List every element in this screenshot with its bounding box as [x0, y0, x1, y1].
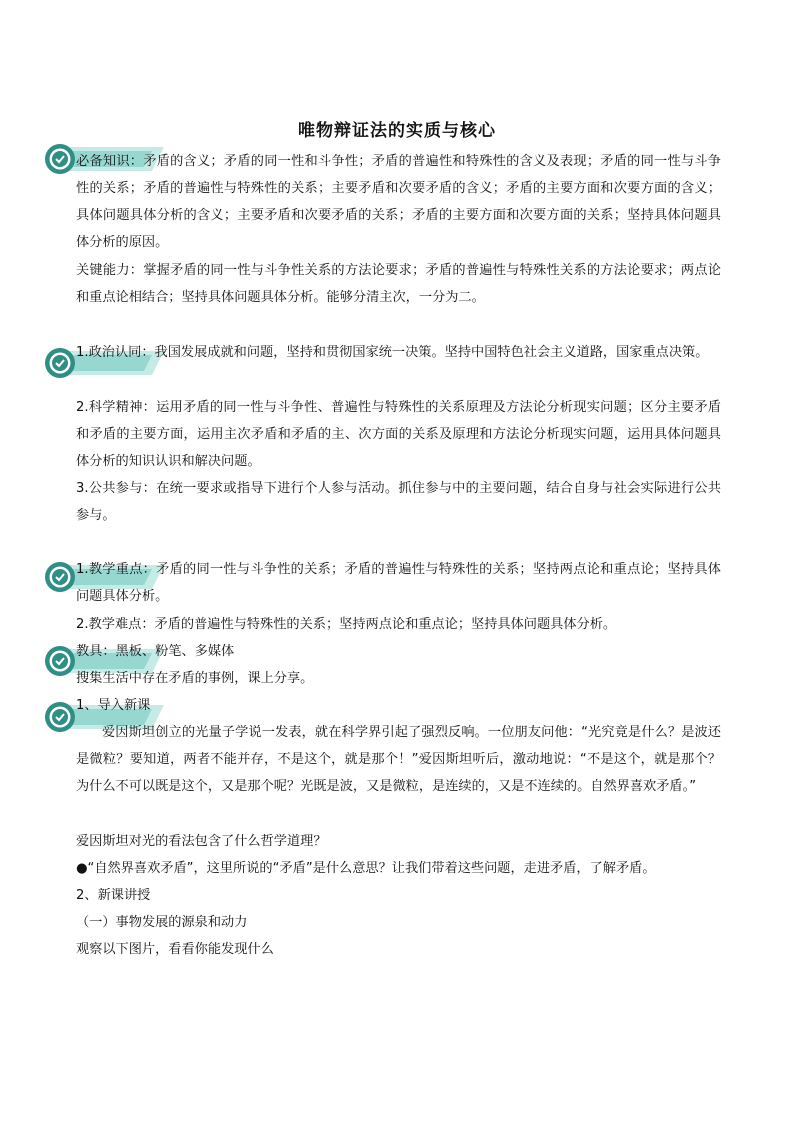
paragraph-key-ability: 关键能力：掌握矛盾的同一性与斗争性关系的方法论要求；矛盾的普遍性与特殊性关系的方法论要求；两点论和重点论相结合；坚持具体问题具体分析。能够分清主次，一分为二。 — [76, 263, 721, 305]
paragraph-teaching-difficulty: 2.教学难点：矛盾的普遍性与特殊性的关系；坚持两点论和重点论；坚持具体问题具体分析。 — [76, 617, 617, 632]
heading-lead-in: 1、导入新课 — [76, 698, 151, 713]
paragraph-bullet-contradiction: ●“自然界喜欢矛盾”，这里所说的“矛盾”是什么意思？让我们带着这些问题，走进矛盾，了解矛盾。 — [76, 861, 656, 876]
paragraph-einstein-story: 爱因斯坦创立的光量子学说一发表，就在科学界引起了强烈反响。一位朋友问他：“光究竟是什么？是波还是微粒？要知道，两者不能并存，不是这个，就是那个！”爱因斯坦听后，激动地说：“不是这个，就是那个？为什么不可以既是这个，又是那个呢？光既是波，又是微粒，是连续的，又是不连续的。自然界喜欢矛盾。” — [76, 725, 721, 794]
paragraph-observe-pictures: 观察以下图片，看看你能发现什么 — [76, 942, 274, 957]
paragraph-political-identity: 1.政治认同：我国发展成就和问题，坚持和贯彻国家统一决策。坚持中国特色社会主义道路，国家重点决策。 — [76, 345, 709, 360]
heading-new-lesson: 2、新课讲授 — [76, 888, 151, 903]
paragraph-question-philosophy: 爱因斯坦对光的看法包含了什么哲学道理？ — [76, 834, 327, 849]
heading-source-and-motive: （一）事物发展的源泉和动力 — [76, 915, 248, 930]
paragraph-teaching-focus: 1.教学重点：矛盾的同一性与斗争性的关系；矛盾的普遍性与特殊性的关系；坚持两点论和重点论；坚持具体问题具体分析。 — [76, 562, 721, 604]
paragraph-preparation: 搜集生活中存在矛盾的事例，课上分享。 — [76, 671, 314, 686]
paragraph-public-participation: 3.公共参与：在统一要求或指导下进行个人参与活动。抓住参与中的主要问题，结合自身与社会实际进行公共参与。 — [76, 481, 721, 523]
paragraph-teaching-tools: 教具：黑板、粉笔、多媒体 — [76, 644, 235, 659]
paragraph-scientific-spirit: 2.科学精神：运用矛盾的同一性与斗争性、普遍性与特殊性的关系原理及方法论分析现实问题；区分主要矛盾和矛盾的主要方面，运用主次矛盾和矛盾的主、次方面的关系及原理和方法论分析现实问题，运用具体问题具体分析的知识认识和解决问题。 — [76, 400, 721, 469]
paragraph-essential-knowledge: 必备知识：矛盾的含义；矛盾的同一性和斗争性；矛盾的普遍性和特殊性的含义及表现；矛盾的同一性与斗争性的关系；矛盾的普遍性与特殊性的关系；主要矛盾和次要矛盾的含义；矛盾的主要方面和次要方面的含义；具体问题具体分析的含义；主要矛盾和次要矛盾的关系；矛盾的主要方面和次要方面的关系；坚持具体问题具体分析的原因。 — [76, 154, 721, 250]
document-title: 唯物辩证法的实质与核心 — [298, 121, 496, 141]
